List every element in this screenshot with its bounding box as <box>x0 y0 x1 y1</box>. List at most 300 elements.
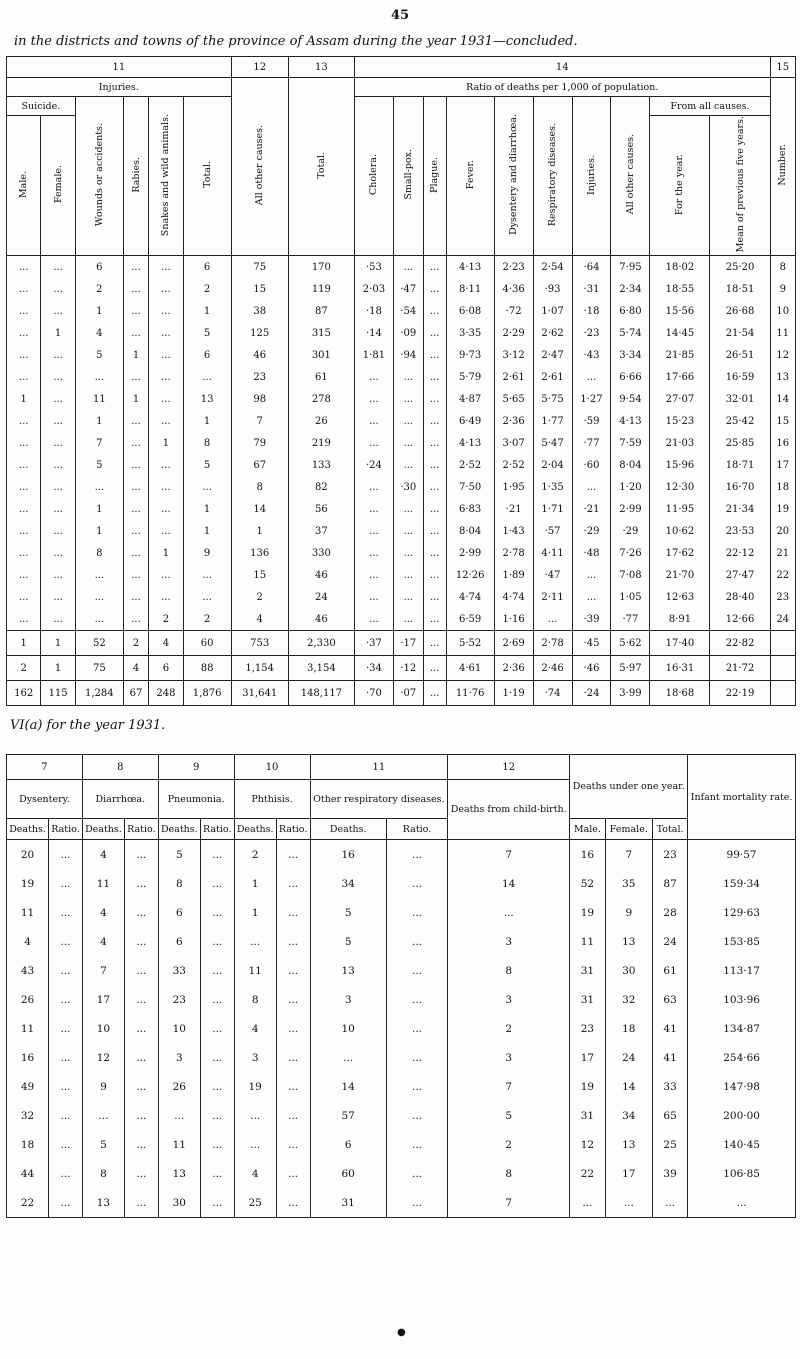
table-cell: 2·03 <box>354 278 393 300</box>
table-cell: 4 <box>123 656 148 681</box>
table-row <box>7 476 796 498</box>
table-cell: 23 <box>770 586 795 608</box>
table-cell: ... <box>200 985 234 1014</box>
table-cell: ... <box>123 476 148 498</box>
table-cell: 19 <box>570 1072 605 1101</box>
table-cell: ... <box>41 344 75 366</box>
table-cell: 19 <box>7 869 49 898</box>
table-cell: 4 <box>82 927 124 956</box>
table-cell: 7·95 <box>611 256 650 279</box>
table-cell: 75 <box>231 256 288 279</box>
table-cell: 15·56 <box>650 300 710 322</box>
table-cell: 6·49 <box>446 410 494 432</box>
table-cell: ... <box>423 476 446 498</box>
col-number: 8 <box>82 755 158 780</box>
table-cell: ... <box>41 388 75 410</box>
table-cell: 11 <box>82 869 124 898</box>
table-cell: ... <box>393 586 423 608</box>
table-cell: ·14 <box>354 322 393 344</box>
table-cell: ... <box>386 1014 447 1043</box>
table-cell: ... <box>423 498 446 520</box>
table-cell: ·34 <box>354 656 393 681</box>
table-cell: ... <box>423 608 446 631</box>
table-cell: 2·34 <box>611 278 650 300</box>
table-cell: 46 <box>288 564 354 586</box>
table-cell: 2·61 <box>494 366 533 388</box>
table-cell: 14 <box>231 498 288 520</box>
table-cell: 1 <box>234 869 276 898</box>
table-cell: ... <box>123 256 148 279</box>
table-cell: 1·07 <box>533 300 572 322</box>
col-header: Wounds or accidents. <box>93 123 105 227</box>
table-cell: 5 <box>310 927 386 956</box>
table-cell: ... <box>149 256 183 279</box>
table-cell: 17 <box>82 985 124 1014</box>
table-cell: 10 <box>770 300 795 322</box>
table-cell: 315 <box>288 322 354 344</box>
table-cell: ... <box>82 1101 124 1130</box>
table-cell: 1 <box>75 520 123 542</box>
table-cell: 9 <box>82 1072 124 1101</box>
table-cell: ... <box>386 1188 447 1218</box>
table-cell: ... <box>570 1188 605 1218</box>
table-cell: 1 <box>183 520 231 542</box>
table-cell: 21·34 <box>710 498 770 520</box>
table-cell: 1 <box>123 388 148 410</box>
table-cell: 31 <box>570 985 605 1014</box>
table-cell: ... <box>448 898 570 927</box>
col-header: Respiratory diseases. <box>547 123 559 227</box>
table-cell: ·09 <box>393 322 423 344</box>
table-row <box>7 898 796 927</box>
table-cell: 22 <box>7 1188 49 1218</box>
table-cell: 301 <box>288 344 354 366</box>
table-cell: 26 <box>158 1072 200 1101</box>
table-cell: 6 <box>183 344 231 366</box>
table-cell: ... <box>7 520 41 542</box>
table-cell: ... <box>354 608 393 631</box>
table-cell: 23 <box>653 840 688 870</box>
table-cell: 1 <box>149 542 183 564</box>
table-cell: 24 <box>770 608 795 631</box>
table-cell: ·30 <box>393 476 423 498</box>
table-row <box>7 1014 796 1043</box>
table-cell: 65 <box>653 1101 688 1130</box>
table-cell: 25·42 <box>710 410 770 432</box>
table-cell: ... <box>688 1188 796 1218</box>
col-header: Cholera. <box>368 154 380 196</box>
table-cell: 10·62 <box>650 520 710 542</box>
table-row <box>7 985 796 1014</box>
table-cell: 15 <box>231 278 288 300</box>
table-cell: ... <box>423 344 446 366</box>
table-cell: 3·12 <box>494 344 533 366</box>
table-cell: ·47 <box>393 278 423 300</box>
table-cell: ·17 <box>393 631 423 656</box>
table-cell: ... <box>49 1014 83 1043</box>
table-cell: ... <box>124 956 158 985</box>
table-cell: 133 <box>288 454 354 476</box>
sub-header: Male. <box>570 819 605 840</box>
sub-header: Deaths. <box>82 819 124 840</box>
sub-header: Deaths. <box>7 819 49 840</box>
table-cell: 14 <box>448 869 570 898</box>
table-cell: 27·47 <box>710 564 770 586</box>
table-cell: 200·00 <box>688 1101 796 1130</box>
table-cell: 119 <box>288 278 354 300</box>
table-cell: ... <box>183 586 231 608</box>
table-cell: 99·57 <box>688 840 796 870</box>
table-cell: 2 <box>448 1130 570 1159</box>
table-cell: 22 <box>770 564 795 586</box>
table-cell: 24 <box>288 586 354 608</box>
table-cell: 32 <box>605 985 652 1014</box>
table-cell: 4·61 <box>446 656 494 681</box>
table-cell: 17 <box>770 454 795 476</box>
table-cell: 5 <box>448 1101 570 1130</box>
table-cell: 11 <box>770 322 795 344</box>
table-cell: 1·71 <box>533 498 572 520</box>
table-cell: ... <box>149 344 183 366</box>
table-cell: 26 <box>288 410 354 432</box>
table-cell: ... <box>7 608 41 631</box>
col-header: Total. <box>315 151 327 179</box>
table-cell: ... <box>276 869 310 898</box>
table-cell: 753 <box>231 631 288 656</box>
table-cell: 31 <box>570 1101 605 1130</box>
table-cell: 3·34 <box>611 344 650 366</box>
table-cell: 5 <box>75 344 123 366</box>
col-number: 10 <box>234 755 310 780</box>
table-cell: 31,641 <box>231 681 288 706</box>
table-cell: ... <box>386 898 447 927</box>
table-cell: 12·26 <box>446 564 494 586</box>
table-cell: ·45 <box>572 631 611 656</box>
table-cell: 3 <box>448 1043 570 1072</box>
col-header: Injuries. <box>586 154 597 195</box>
table-cell: 5 <box>75 454 123 476</box>
table-cell: ... <box>49 898 83 927</box>
sub-header: Deaths. <box>234 819 276 840</box>
sub-header: Ratio. <box>124 819 158 840</box>
cause-deaths-table <box>6 754 796 1218</box>
table-cell: 7 <box>75 432 123 454</box>
table-cell: 1,876 <box>183 681 231 706</box>
table-cell: ... <box>200 927 234 956</box>
table-cell: 30 <box>605 956 652 985</box>
table-cell: 16·70 <box>710 476 770 498</box>
table-cell: 3 <box>234 1043 276 1072</box>
table-cell: 1 <box>41 322 75 344</box>
table-cell: 4 <box>149 631 183 656</box>
table-cell: 67 <box>231 454 288 476</box>
table-cell <box>770 656 795 681</box>
table-cell: 1 <box>231 520 288 542</box>
table-cell: 4 <box>234 1014 276 1043</box>
table-cell: ·70 <box>354 681 393 706</box>
table-cell: ·43 <box>572 344 611 366</box>
table-cell: 27·07 <box>650 388 710 410</box>
table-cell: 1,154 <box>231 656 288 681</box>
table-cell <box>770 681 795 706</box>
table-cell: 1·16 <box>494 608 533 631</box>
table-cell: ·53 <box>354 256 393 279</box>
table-cell: 25 <box>653 1130 688 1159</box>
table-cell: 4·11 <box>533 542 572 564</box>
table-cell: ... <box>386 927 447 956</box>
table-cell: ·24 <box>354 454 393 476</box>
table-cell: 32·01 <box>710 388 770 410</box>
table-cell: 1·35 <box>533 476 572 498</box>
table-cell: 7 <box>448 840 570 870</box>
table-cell: 9 <box>770 278 795 300</box>
table-cell: ·12 <box>393 656 423 681</box>
table-cell: ... <box>49 840 83 870</box>
table-cell: 60 <box>310 1159 386 1188</box>
col-number: 13 <box>288 57 354 78</box>
table-cell: ... <box>123 366 148 388</box>
table-cell: 2·62 <box>533 322 572 344</box>
print-dot: ● <box>397 1327 406 1338</box>
table-cell: 25·85 <box>710 432 770 454</box>
table-cell: 3 <box>310 985 386 1014</box>
table-cell: ... <box>75 608 123 631</box>
table-cell: 18 <box>770 476 795 498</box>
table-cell: 4 <box>234 1159 276 1188</box>
table-cell: 153·85 <box>688 927 796 956</box>
table-cell: ... <box>124 985 158 1014</box>
table-cell: 18·55 <box>650 278 710 300</box>
table-cell: ... <box>49 1188 83 1218</box>
table-cell: ... <box>354 586 393 608</box>
table-cell: 4·13 <box>446 256 494 279</box>
table-cell: 1 <box>234 898 276 927</box>
table-cell: ... <box>149 322 183 344</box>
table-row <box>7 564 796 586</box>
table-cell: 8 <box>234 985 276 1014</box>
table-cell: ... <box>423 366 446 388</box>
table-cell: ... <box>124 898 158 927</box>
table-cell: 30 <box>158 1188 200 1218</box>
sub-header: Ratio. <box>276 819 310 840</box>
table-cell: 11 <box>7 1014 49 1043</box>
table-cell: 219 <box>288 432 354 454</box>
table-cell: ... <box>393 366 423 388</box>
table-cell: ·37 <box>354 631 393 656</box>
table-cell: ... <box>149 388 183 410</box>
table-cell: 2 <box>183 608 231 631</box>
table-cell: 15 <box>231 564 288 586</box>
table-cell: 2·99 <box>446 542 494 564</box>
table-cell: 14 <box>310 1072 386 1101</box>
table-cell: ... <box>123 322 148 344</box>
table-cell: 2 <box>231 586 288 608</box>
table-cell: ... <box>393 432 423 454</box>
table-cell: ... <box>354 542 393 564</box>
table-cell: 39 <box>653 1159 688 1188</box>
table-cell: ... <box>123 564 148 586</box>
table-cell: ... <box>423 454 446 476</box>
table-cell: 11 <box>7 898 49 927</box>
table-cell: ... <box>123 608 148 631</box>
table-cell: ... <box>149 410 183 432</box>
col-header: For the year. <box>674 153 686 215</box>
table-cell: ... <box>423 681 446 706</box>
table-cell: 115 <box>41 681 75 706</box>
table-cell: 24 <box>605 1043 652 1072</box>
table-cell: 6·66 <box>611 366 650 388</box>
group-header: Phthisis. <box>234 780 310 819</box>
table-cell: 7·26 <box>611 542 650 564</box>
col-header: Plague. <box>429 156 441 193</box>
table-cell: 18·02 <box>650 256 710 279</box>
table-cell <box>770 631 795 656</box>
table-cell: ... <box>41 300 75 322</box>
table-cell: 7 <box>82 956 124 985</box>
table-cell: ... <box>276 956 310 985</box>
table-cell: 21 <box>770 542 795 564</box>
table-cell: 8·04 <box>446 520 494 542</box>
table-cell: ... <box>423 586 446 608</box>
table-cell: 13 <box>183 388 231 410</box>
table-cell: 2,330 <box>288 631 354 656</box>
table-cell: 6·83 <box>446 498 494 520</box>
sub-header: Ratio. <box>49 819 83 840</box>
table-cell: ... <box>7 564 41 586</box>
table-cell: 8 <box>231 476 288 498</box>
district-ratio-rows <box>7 256 796 706</box>
table-cell: 19 <box>234 1072 276 1101</box>
table-cell: 2·04 <box>533 454 572 476</box>
table-cell: 3·07 <box>494 432 533 454</box>
table-cell: ·07 <box>393 681 423 706</box>
table-cell: 1 <box>183 410 231 432</box>
table-cell: ... <box>149 454 183 476</box>
table-cell: ·57 <box>533 520 572 542</box>
table-cell: ... <box>200 1188 234 1218</box>
table-cell: 2·23 <box>494 256 533 279</box>
table-cell: ... <box>49 1072 83 1101</box>
table-cell: ·93 <box>533 278 572 300</box>
table-cell: 3·99 <box>611 681 650 706</box>
table-cell: ·46 <box>572 656 611 681</box>
table-cell: 18·71 <box>710 454 770 476</box>
table-cell: ... <box>393 542 423 564</box>
table-row <box>7 927 796 956</box>
sub-header: Ratio. <box>200 819 234 840</box>
table-cell: ... <box>423 520 446 542</box>
table-cell: 4·13 <box>611 410 650 432</box>
table-cell: ... <box>75 564 123 586</box>
table-cell: ... <box>354 410 393 432</box>
table-cell: ·21 <box>572 498 611 520</box>
table-row <box>7 300 796 322</box>
table-cell: 125 <box>231 322 288 344</box>
table-cell: 11 <box>158 1130 200 1159</box>
table-cell: ... <box>276 1159 310 1188</box>
table-cell: ... <box>200 1014 234 1043</box>
table-cell: 2 <box>448 1014 570 1043</box>
group-header: Pneumonia. <box>158 780 234 819</box>
col-header: Number. <box>777 144 789 186</box>
col-header: Dysentery and diarrhœa. <box>508 114 520 236</box>
table-cell: ... <box>41 432 75 454</box>
table-cell: 22·82 <box>710 631 770 656</box>
table-cell: ... <box>393 410 423 432</box>
table-row <box>7 1130 796 1159</box>
table-cell: ·59 <box>572 410 611 432</box>
table-cell: ... <box>200 898 234 927</box>
table-cell: ... <box>423 542 446 564</box>
table-cell: 1 <box>75 410 123 432</box>
table-cell: 34 <box>310 869 386 898</box>
table-cell: 9 <box>605 898 652 927</box>
col-header: Total. <box>201 161 213 189</box>
table-cell: 8 <box>82 1159 124 1188</box>
table-cell: ... <box>49 1130 83 1159</box>
table-cell: 79 <box>231 432 288 454</box>
table-cell: ... <box>49 985 83 1014</box>
table-cell: 18·68 <box>650 681 710 706</box>
table-cell: ... <box>41 498 75 520</box>
table-cell: 17 <box>570 1043 605 1072</box>
table-cell: 5·97 <box>611 656 650 681</box>
table-cell: 1·05 <box>611 586 650 608</box>
table-cell: 106·85 <box>688 1159 796 1188</box>
table-cell: ... <box>276 1130 310 1159</box>
table-cell: 103·96 <box>688 985 796 1014</box>
table-cell: ... <box>423 656 446 681</box>
table-cell: 7·50 <box>446 476 494 498</box>
table-cell: ... <box>124 1043 158 1072</box>
table-cell: 5·65 <box>494 388 533 410</box>
table-cell: 46 <box>288 608 354 631</box>
table-cell: 33 <box>653 1072 688 1101</box>
table-cell: 21·70 <box>650 564 710 586</box>
table-cell: 63 <box>653 985 688 1014</box>
table-cell: 52 <box>570 869 605 898</box>
table-cell: ... <box>7 586 41 608</box>
table-cell: 25 <box>234 1188 276 1218</box>
table-cell: 11·95 <box>650 498 710 520</box>
table-cell: 8 <box>75 542 123 564</box>
table-cell: 57 <box>310 1101 386 1130</box>
table-cell: 6 <box>158 898 200 927</box>
table-row <box>7 322 796 344</box>
suicide-header: Suicide. <box>7 97 76 116</box>
table-cell: 6 <box>149 656 183 681</box>
table-cell: ... <box>423 300 446 322</box>
table-cell: 21·85 <box>650 344 710 366</box>
table-cell: 61 <box>653 956 688 985</box>
table-cell: ... <box>49 1159 83 1188</box>
table-cell: ... <box>124 1188 158 1218</box>
col-header: All other causes. <box>624 134 636 215</box>
table-cell: 14 <box>770 388 795 410</box>
table-cell: ... <box>41 608 75 631</box>
table-cell: 4 <box>82 898 124 927</box>
table-cell: ... <box>123 432 148 454</box>
group-header: Infant mortality rate. <box>688 755 796 840</box>
table-cell: 5·52 <box>446 631 494 656</box>
table-cell: 134·87 <box>688 1014 796 1043</box>
table-cell: ... <box>423 564 446 586</box>
table-cell: ... <box>49 1043 83 1072</box>
table-cell: 5 <box>82 1130 124 1159</box>
table-cell: 25·20 <box>710 256 770 279</box>
table-cell: ... <box>354 476 393 498</box>
table-cell: 1·81 <box>354 344 393 366</box>
